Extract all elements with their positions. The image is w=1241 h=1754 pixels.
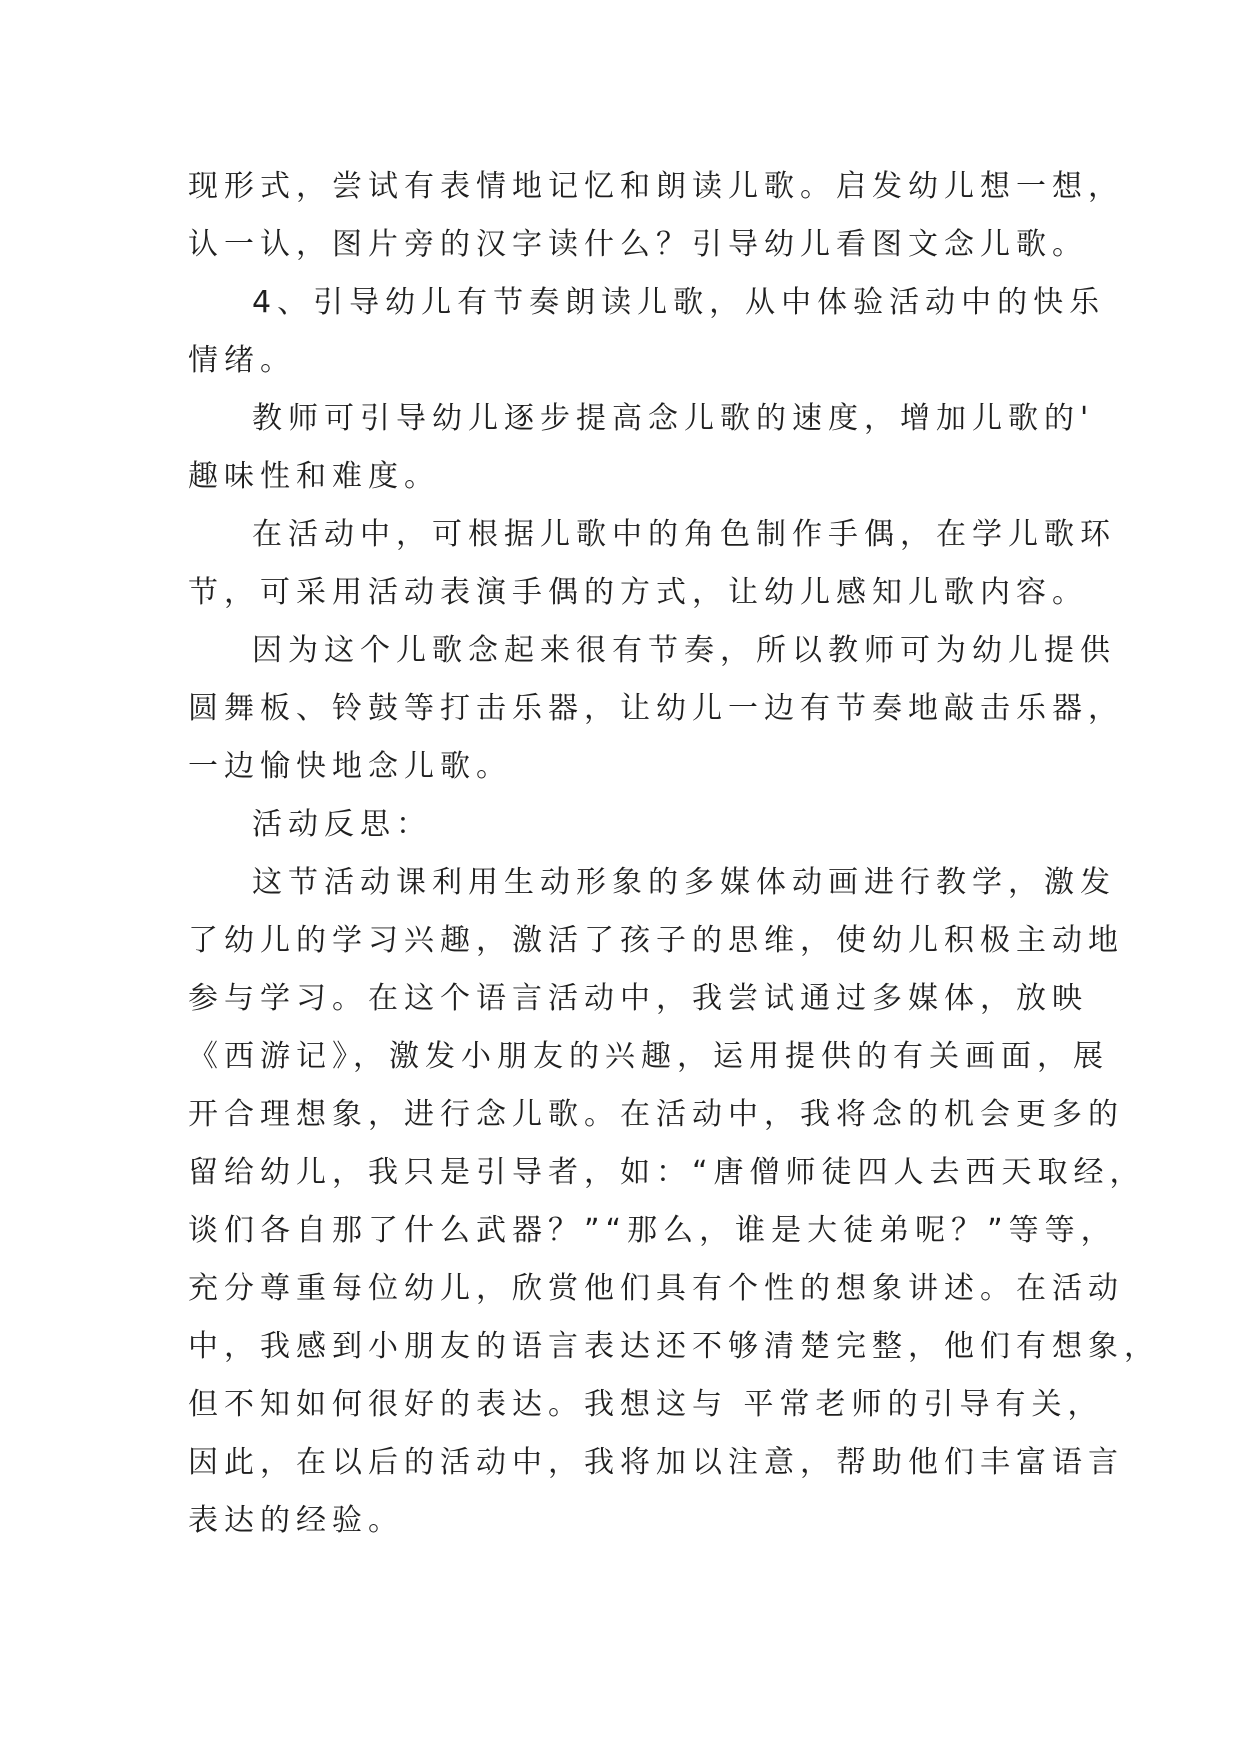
document-body: [188, 158, 1160, 1550]
text-line: 但不知如何很好的表达。我想这与 平常老师的引导有关，: [188, 1387, 1104, 1422]
text-line: 4、引导幼儿有节奏朗读儿歌，从中体验活动中的快乐: [252, 285, 1106, 320]
text-line: 在活动中，可根据儿歌中的角色制作手偶，在学儿歌环: [252, 517, 1116, 552]
text-line: 开合理想象，进行念儿歌。在活动中，我将念的机会更多的: [188, 1097, 1124, 1132]
text-line: 情绪。: [188, 343, 296, 378]
text-line: 留给幼儿，我只是引导者，如：“唐僧师徒四人去西天取经，: [188, 1155, 1146, 1190]
text-line: 教师可引导幼儿逐步提高念儿歌的速度，增加儿歌的': [252, 401, 1095, 436]
text-line: 了幼儿的学习兴趣，激活了孩子的思维，使幼儿积极主动地: [188, 923, 1124, 958]
text-line: 活动反思：: [252, 807, 432, 842]
text-line: 这节活动课利用生动形象的多媒体动画进行教学，激发: [252, 865, 1116, 900]
text-line: 因此，在以后的活动中，我将加以注意，帮助他们丰富语言: [188, 1445, 1124, 1480]
text-line: 谈们各自那了什么武器？”“那么，谁是大徒弟呢？”等等，: [188, 1213, 1117, 1248]
text-line: 因为这个儿歌念起来很有节奏，所以教师可为幼儿提供: [252, 633, 1116, 668]
text-line: 圆舞板、铃鼓等打击乐器，让幼儿一边有节奏地敲击乐器，: [188, 691, 1124, 726]
text-line: 充分尊重每位幼儿，欣赏他们具有个性的想象讲述。在活动: [188, 1271, 1124, 1306]
text-line: 表达的经验。: [188, 1503, 404, 1538]
text-line: 认一认，图片旁的汉字读什么？引导幼儿看图文念儿歌。: [188, 227, 1088, 262]
text-line: 中，我感到小朋友的语言表达还不够清楚完整，他们有想象，: [188, 1329, 1160, 1364]
text-line: 节，可采用活动表演手偶的方式，让幼儿感知儿歌内容。: [188, 575, 1088, 610]
text-line: 现形式，尝试有表情地记忆和朗读儿歌。启发幼儿想一想，: [188, 169, 1124, 204]
text-line: 一边愉快地念儿歌。: [188, 749, 512, 784]
text-line: 参与学习。在这个语言活动中，我尝试通过多媒体，放映: [188, 981, 1088, 1016]
text-line: 《西游记》，激发小朋友的兴趣，运用提供的有关画面，展: [188, 1039, 1109, 1074]
text-line: 趣味性和难度。: [188, 459, 440, 494]
